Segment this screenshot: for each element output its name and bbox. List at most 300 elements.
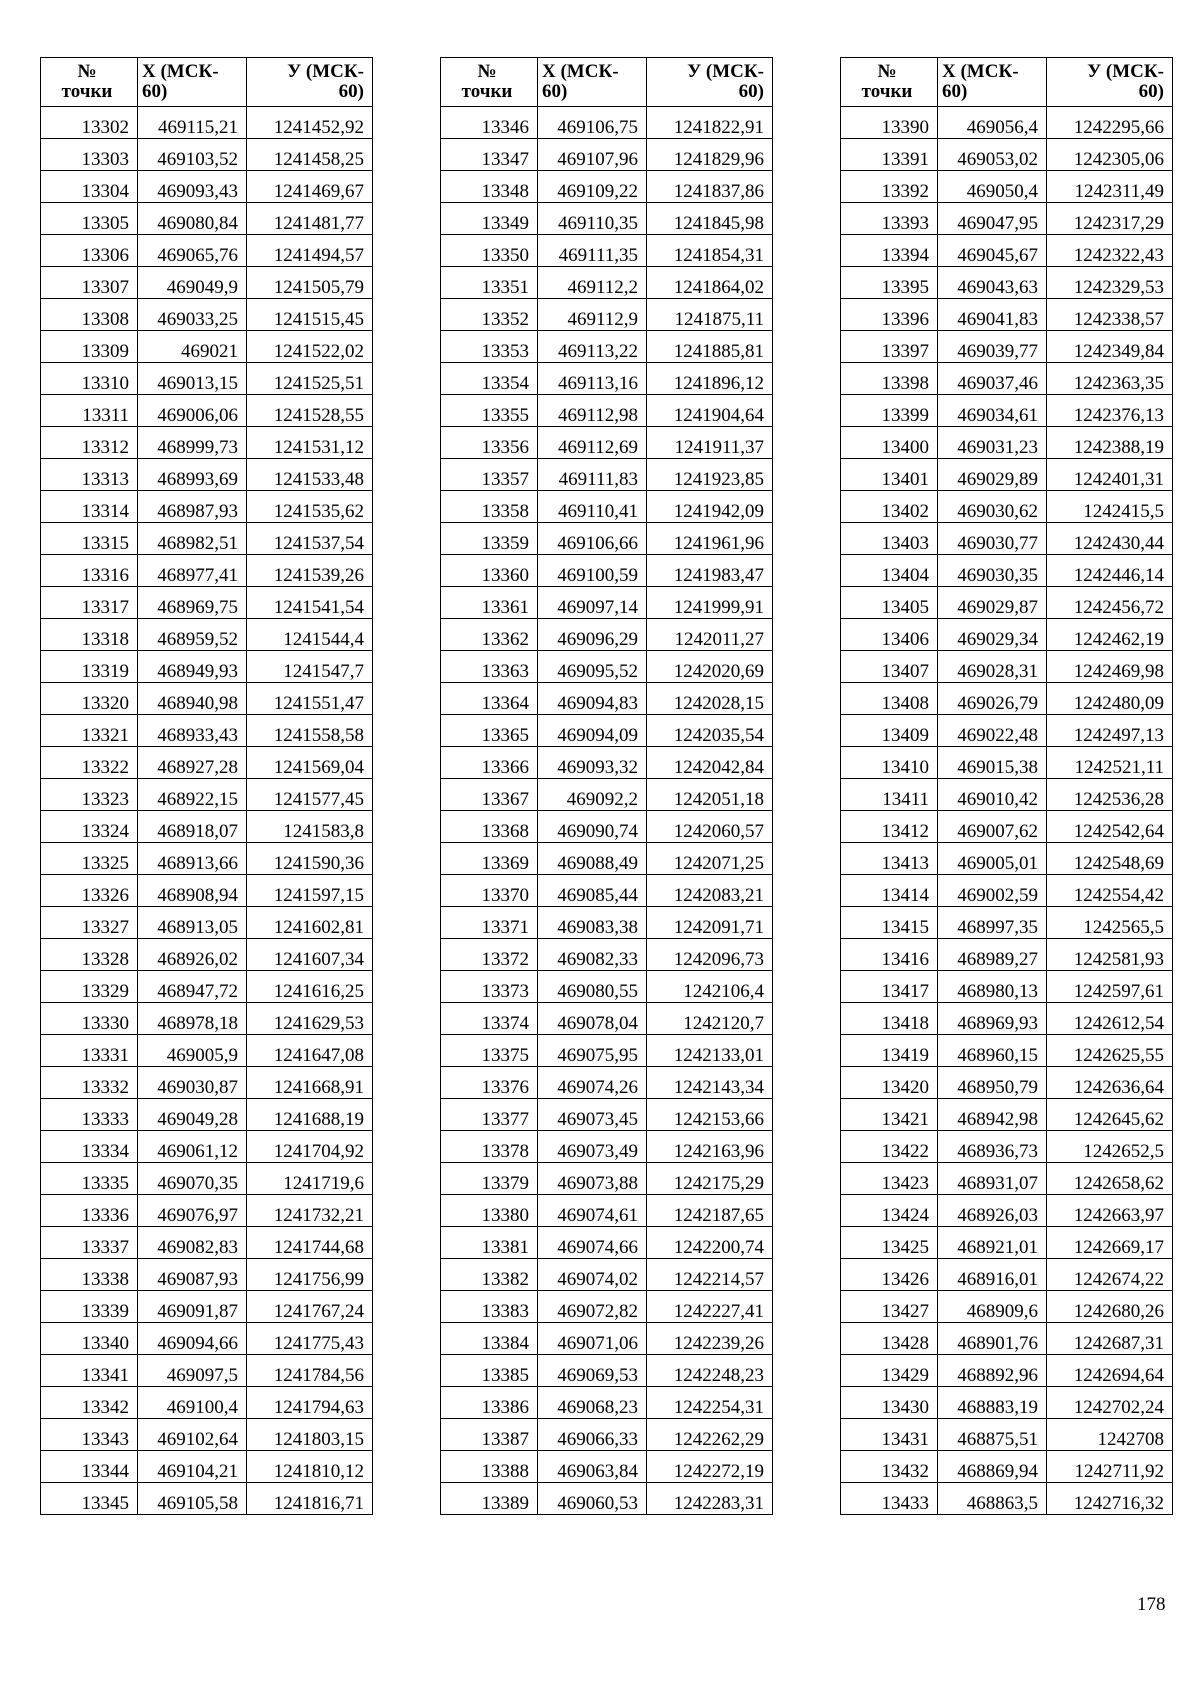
y-coordinate-cell: 1242187,65 — [647, 1195, 773, 1227]
y-coordinate-cell: 1242542,64 — [1047, 811, 1173, 843]
table-row — [441, 395, 773, 427]
x-coordinate-cell: 468947,72 — [138, 971, 247, 1003]
table-row — [441, 1291, 773, 1323]
x-coordinate-cell: 469092,2 — [538, 779, 647, 811]
x-coordinate-cell: 469073,45 — [538, 1099, 647, 1131]
x-coordinate-cell: 469010,42 — [938, 779, 1047, 811]
x-coordinate-cell: 469080,55 — [538, 971, 647, 1003]
y-coordinate-cell: 1242283,31 — [647, 1483, 773, 1515]
x-coordinate-cell: 469041,83 — [938, 299, 1047, 331]
table-row — [441, 1259, 773, 1291]
x-coordinate-cell: 469015,38 — [938, 747, 1047, 779]
y-coordinate-cell: 1242071,25 — [647, 843, 773, 875]
y-coordinate-cell: 1241829,96 — [647, 139, 773, 171]
table-row — [441, 907, 773, 939]
x-coordinate-cell: 469050,4 — [938, 171, 1047, 203]
y-coordinate-cell: 1241558,58 — [247, 715, 373, 747]
x-coordinate-cell: 469113,16 — [538, 363, 647, 395]
point-number-cell: 13395 — [841, 267, 938, 299]
point-number-cell: 13306 — [41, 235, 138, 267]
x-coordinate-cell: 468969,93 — [938, 1003, 1047, 1035]
x-coordinate-cell: 469068,23 — [538, 1387, 647, 1419]
y-coordinate-cell: 1241704,92 — [247, 1131, 373, 1163]
point-number-cell: 13320 — [41, 683, 138, 715]
header-y-text: У (МСК- 60) — [287, 61, 364, 102]
header-y — [647, 58, 773, 107]
x-coordinate-cell: 468989,27 — [938, 939, 1047, 971]
table-row — [41, 171, 373, 203]
table-row — [41, 491, 373, 523]
table-row — [841, 1163, 1173, 1195]
y-coordinate-cell: 1241775,43 — [247, 1323, 373, 1355]
point-number-cell: 13317 — [41, 587, 138, 619]
x-coordinate-cell: 469073,88 — [538, 1163, 647, 1195]
table-row — [441, 811, 773, 843]
y-coordinate-cell: 1242214,57 — [647, 1259, 773, 1291]
y-coordinate-cell: 1241732,21 — [247, 1195, 373, 1227]
point-number-cell: 13359 — [441, 523, 538, 555]
x-coordinate-cell: 468982,51 — [138, 523, 247, 555]
table-row — [41, 267, 373, 299]
x-coordinate-cell: 468927,28 — [138, 747, 247, 779]
table-row — [41, 1291, 373, 1323]
table-row — [841, 1291, 1173, 1323]
x-coordinate-cell: 469076,97 — [138, 1195, 247, 1227]
x-coordinate-cell: 469013,15 — [138, 363, 247, 395]
y-coordinate-cell: 1241577,45 — [247, 779, 373, 811]
table-row — [841, 715, 1173, 747]
table-row — [41, 395, 373, 427]
table-row — [841, 971, 1173, 1003]
table-row — [441, 1099, 773, 1131]
x-coordinate-cell: 468969,75 — [138, 587, 247, 619]
y-coordinate-cell: 1241597,15 — [247, 875, 373, 907]
y-coordinate-cell: 1241647,08 — [247, 1035, 373, 1067]
y-coordinate-cell: 1241544,4 — [247, 619, 373, 651]
point-number-cell: 13428 — [841, 1323, 938, 1355]
x-coordinate-cell: 469103,52 — [138, 139, 247, 171]
x-coordinate-cell: 468909,6 — [938, 1291, 1047, 1323]
x-coordinate-cell: 469083,38 — [538, 907, 647, 939]
point-number-cell: 13332 — [41, 1067, 138, 1099]
point-number-cell: 13381 — [441, 1227, 538, 1259]
x-coordinate-cell: 469043,63 — [938, 267, 1047, 299]
y-coordinate-cell: 1241688,19 — [247, 1099, 373, 1131]
point-number-cell: 13393 — [841, 203, 938, 235]
table-row — [41, 1163, 373, 1195]
y-coordinate-cell: 1242680,26 — [1047, 1291, 1173, 1323]
y-coordinate-cell: 1242305,06 — [1047, 139, 1173, 171]
point-number-cell: 13323 — [41, 779, 138, 811]
point-number-cell: 13425 — [841, 1227, 938, 1259]
y-coordinate-cell: 1241983,47 — [647, 555, 773, 587]
x-coordinate-cell: 469093,43 — [138, 171, 247, 203]
header-x-text: X (МСК- 60) — [142, 61, 219, 102]
table-row — [441, 331, 773, 363]
point-number-cell: 13308 — [41, 299, 138, 331]
y-coordinate-cell: 1242565,5 — [1047, 907, 1173, 939]
table-row — [441, 139, 773, 171]
table-row — [841, 107, 1173, 139]
point-number-cell: 13417 — [841, 971, 938, 1003]
point-number-cell: 13377 — [441, 1099, 538, 1131]
y-coordinate-cell: 1242658,62 — [1047, 1163, 1173, 1195]
point-number-cell: 13379 — [441, 1163, 538, 1195]
y-coordinate-cell: 1241923,85 — [647, 459, 773, 491]
point-number-cell: 13370 — [441, 875, 538, 907]
page-number: 178 — [1137, 1594, 1166, 1615]
x-coordinate-cell: 469066,33 — [538, 1419, 647, 1451]
point-number-cell: 13314 — [41, 491, 138, 523]
point-number-cell: 13328 — [41, 939, 138, 971]
point-number-cell: 13343 — [41, 1419, 138, 1451]
y-coordinate-cell: 1242262,29 — [647, 1419, 773, 1451]
x-coordinate-cell: 469096,29 — [538, 619, 647, 651]
x-coordinate-cell: 468997,35 — [938, 907, 1047, 939]
x-coordinate-cell: 469097,14 — [538, 587, 647, 619]
point-number-cell: 13399 — [841, 395, 938, 427]
table-row — [841, 1035, 1173, 1067]
x-coordinate-cell: 469034,61 — [938, 395, 1047, 427]
x-coordinate-cell: 468949,93 — [138, 651, 247, 683]
table-row — [41, 1483, 373, 1515]
y-coordinate-cell: 1242612,54 — [1047, 1003, 1173, 1035]
table-row — [841, 1099, 1173, 1131]
x-coordinate-cell: 469111,83 — [538, 459, 647, 491]
point-number-cell: 13364 — [441, 683, 538, 715]
table-row — [441, 107, 773, 139]
x-coordinate-cell: 469049,9 — [138, 267, 247, 299]
point-number-cell: 13335 — [41, 1163, 138, 1195]
table-row — [41, 1451, 373, 1483]
y-coordinate-cell: 1241458,25 — [247, 139, 373, 171]
table-row — [841, 1387, 1173, 1419]
table-row — [841, 139, 1173, 171]
table-row — [41, 587, 373, 619]
x-coordinate-cell: 469109,22 — [538, 171, 647, 203]
table-row — [841, 523, 1173, 555]
table-row — [841, 1451, 1173, 1483]
y-coordinate-cell: 1241756,99 — [247, 1259, 373, 1291]
x-coordinate-cell: 469030,77 — [938, 523, 1047, 555]
y-coordinate-cell: 1241810,12 — [247, 1451, 373, 1483]
point-number-cell: 13342 — [41, 1387, 138, 1419]
table-row — [41, 1131, 373, 1163]
point-number-cell: 13392 — [841, 171, 938, 203]
point-number-cell: 13408 — [841, 683, 938, 715]
point-number-cell: 13367 — [441, 779, 538, 811]
y-coordinate-cell: 1241505,79 — [247, 267, 373, 299]
point-number-cell: 13316 — [41, 555, 138, 587]
table-row — [41, 1419, 373, 1451]
point-number-cell: 13353 — [441, 331, 538, 363]
x-coordinate-cell: 469030,62 — [938, 491, 1047, 523]
point-number-cell: 13355 — [441, 395, 538, 427]
y-coordinate-cell: 1241744,68 — [247, 1227, 373, 1259]
table-row — [41, 619, 373, 651]
header-y — [1047, 58, 1173, 107]
table-row — [41, 1227, 373, 1259]
table-row — [841, 779, 1173, 811]
table-row — [41, 779, 373, 811]
y-coordinate-cell: 1241864,02 — [647, 267, 773, 299]
point-number-cell: 13382 — [441, 1259, 538, 1291]
point-number-cell: 13334 — [41, 1131, 138, 1163]
y-coordinate-cell: 1242462,19 — [1047, 619, 1173, 651]
point-number-cell: 13398 — [841, 363, 938, 395]
y-coordinate-cell: 1242317,29 — [1047, 203, 1173, 235]
x-coordinate-cell: 469105,58 — [138, 1483, 247, 1515]
table-row — [41, 235, 373, 267]
header-x-text: X (МСК- 60) — [542, 61, 619, 102]
point-number-cell: 13396 — [841, 299, 938, 331]
header-point-number-text: № точки — [461, 61, 513, 102]
table-row — [441, 203, 773, 235]
header-x — [138, 58, 247, 107]
header-x — [938, 58, 1047, 107]
point-number-cell: 13383 — [441, 1291, 538, 1323]
x-coordinate-cell: 469047,95 — [938, 203, 1047, 235]
table-row — [841, 491, 1173, 523]
x-coordinate-cell: 468960,15 — [938, 1035, 1047, 1067]
point-number-cell: 13406 — [841, 619, 938, 651]
x-coordinate-cell: 469007,62 — [938, 811, 1047, 843]
table-row — [841, 1355, 1173, 1387]
table-row — [841, 683, 1173, 715]
table-row — [441, 587, 773, 619]
point-number-cell: 13350 — [441, 235, 538, 267]
point-number-cell: 13372 — [441, 939, 538, 971]
x-coordinate-cell: 469104,21 — [138, 1451, 247, 1483]
y-coordinate-cell: 1241515,45 — [247, 299, 373, 331]
table-row — [441, 1483, 773, 1515]
table-row — [441, 459, 773, 491]
point-number-cell: 13431 — [841, 1419, 938, 1451]
table-row — [441, 235, 773, 267]
table-row — [441, 267, 773, 299]
y-coordinate-cell: 1242401,31 — [1047, 459, 1173, 491]
point-number-cell: 13330 — [41, 1003, 138, 1035]
y-coordinate-cell: 1242239,26 — [647, 1323, 773, 1355]
point-number-cell: 13402 — [841, 491, 938, 523]
x-coordinate-cell: 469094,09 — [538, 715, 647, 747]
point-number-cell: 13374 — [441, 1003, 538, 1035]
point-number-cell: 13407 — [841, 651, 938, 683]
y-coordinate-cell: 1241481,77 — [247, 203, 373, 235]
table-row — [441, 1035, 773, 1067]
point-number-cell: 13429 — [841, 1355, 938, 1387]
y-coordinate-cell: 1242349,84 — [1047, 331, 1173, 363]
table-row — [441, 747, 773, 779]
y-coordinate-cell: 1242376,13 — [1047, 395, 1173, 427]
table-row — [441, 1387, 773, 1419]
x-coordinate-cell: 469082,33 — [538, 939, 647, 971]
table-row — [41, 683, 373, 715]
table-row — [41, 1323, 373, 1355]
table-row — [441, 1003, 773, 1035]
table-row — [841, 651, 1173, 683]
y-coordinate-cell: 1241837,86 — [647, 171, 773, 203]
table-row — [441, 1355, 773, 1387]
table-row — [41, 459, 373, 491]
table-row — [841, 203, 1173, 235]
y-coordinate-cell: 1242227,41 — [647, 1291, 773, 1323]
x-coordinate-cell: 469085,44 — [538, 875, 647, 907]
point-number-cell: 13424 — [841, 1195, 938, 1227]
x-coordinate-cell: 469115,21 — [138, 107, 247, 139]
x-coordinate-cell: 468926,03 — [938, 1195, 1047, 1227]
y-coordinate-cell: 1241551,47 — [247, 683, 373, 715]
y-coordinate-cell: 1241719,6 — [247, 1163, 373, 1195]
point-number-cell: 13394 — [841, 235, 938, 267]
table-row — [41, 107, 373, 139]
x-coordinate-cell: 469112,98 — [538, 395, 647, 427]
y-coordinate-cell: 1242083,21 — [647, 875, 773, 907]
point-number-cell: 13325 — [41, 843, 138, 875]
y-coordinate-cell: 1242674,22 — [1047, 1259, 1173, 1291]
table-row — [441, 1067, 773, 1099]
x-coordinate-cell: 469074,66 — [538, 1227, 647, 1259]
x-coordinate-cell: 469107,96 — [538, 139, 647, 171]
point-number-cell: 13404 — [841, 555, 938, 587]
x-coordinate-cell: 469005,01 — [938, 843, 1047, 875]
x-coordinate-cell: 469021 — [138, 331, 247, 363]
point-number-cell: 13356 — [441, 427, 538, 459]
table-row — [41, 203, 373, 235]
x-coordinate-cell: 469045,67 — [938, 235, 1047, 267]
table-row — [441, 1195, 773, 1227]
y-coordinate-cell: 1241541,54 — [247, 587, 373, 619]
y-coordinate-cell: 1241525,51 — [247, 363, 373, 395]
x-coordinate-cell: 469049,28 — [138, 1099, 247, 1131]
x-coordinate-cell: 469091,87 — [138, 1291, 247, 1323]
x-coordinate-cell: 469082,83 — [138, 1227, 247, 1259]
table-row — [41, 907, 373, 939]
point-number-cell: 13387 — [441, 1419, 538, 1451]
point-number-cell: 13336 — [41, 1195, 138, 1227]
point-number-cell: 13419 — [841, 1035, 938, 1067]
point-number-cell: 13341 — [41, 1355, 138, 1387]
y-coordinate-cell: 1241602,81 — [247, 907, 373, 939]
point-number-cell: 13369 — [441, 843, 538, 875]
y-coordinate-cell: 1242254,31 — [647, 1387, 773, 1419]
y-coordinate-cell: 1242011,27 — [647, 619, 773, 651]
y-coordinate-cell: 1241522,02 — [247, 331, 373, 363]
x-coordinate-cell: 468883,19 — [938, 1387, 1047, 1419]
y-coordinate-cell: 1241469,67 — [247, 171, 373, 203]
table-row — [41, 715, 373, 747]
table-row — [841, 1003, 1173, 1035]
x-coordinate-cell: 469110,41 — [538, 491, 647, 523]
x-coordinate-cell: 469090,74 — [538, 811, 647, 843]
y-coordinate-cell: 1241803,15 — [247, 1419, 373, 1451]
y-coordinate-cell: 1242028,15 — [647, 683, 773, 715]
x-coordinate-cell: 468931,07 — [938, 1163, 1047, 1195]
x-coordinate-cell: 469030,35 — [938, 555, 1047, 587]
x-coordinate-cell: 469029,34 — [938, 619, 1047, 651]
table-row — [41, 555, 373, 587]
x-coordinate-cell: 469112,69 — [538, 427, 647, 459]
table-row — [841, 235, 1173, 267]
table-row — [41, 331, 373, 363]
x-coordinate-cell: 468901,76 — [938, 1323, 1047, 1355]
x-coordinate-cell: 468875,51 — [938, 1419, 1047, 1451]
table-row — [841, 843, 1173, 875]
x-coordinate-cell: 469100,4 — [138, 1387, 247, 1419]
y-coordinate-cell: 1242096,73 — [647, 939, 773, 971]
table-row — [441, 715, 773, 747]
table-row — [441, 651, 773, 683]
table-row — [441, 779, 773, 811]
table-row — [841, 555, 1173, 587]
x-coordinate-cell: 469002,59 — [938, 875, 1047, 907]
table-row — [841, 907, 1173, 939]
y-coordinate-cell: 1242200,74 — [647, 1227, 773, 1259]
point-number-cell: 13315 — [41, 523, 138, 555]
y-coordinate-cell: 1242456,72 — [1047, 587, 1173, 619]
y-coordinate-cell: 1242035,54 — [647, 715, 773, 747]
point-number-cell: 13400 — [841, 427, 938, 459]
table-row — [841, 587, 1173, 619]
coordinates-table-1 — [40, 57, 373, 1515]
x-coordinate-cell: 469097,5 — [138, 1355, 247, 1387]
point-number-cell: 13333 — [41, 1099, 138, 1131]
y-coordinate-cell: 1241816,71 — [247, 1483, 373, 1515]
x-coordinate-cell: 469088,49 — [538, 843, 647, 875]
x-coordinate-cell: 469113,22 — [538, 331, 647, 363]
point-number-cell: 13338 — [41, 1259, 138, 1291]
point-number-cell: 13430 — [841, 1387, 938, 1419]
point-number-cell: 13410 — [841, 747, 938, 779]
header-y-text: У (МСК- 60) — [687, 61, 764, 102]
point-number-cell: 13324 — [41, 811, 138, 843]
header-point-number-text: № точки — [861, 61, 913, 102]
table-row — [41, 939, 373, 971]
x-coordinate-cell: 469100,59 — [538, 555, 647, 587]
table-row — [841, 939, 1173, 971]
point-number-cell: 13418 — [841, 1003, 938, 1035]
table-row — [41, 1035, 373, 1067]
point-number-cell: 13348 — [441, 171, 538, 203]
table-row — [41, 1259, 373, 1291]
header-point-number-text: № точки — [61, 61, 113, 102]
point-number-cell: 13426 — [841, 1259, 938, 1291]
table-row — [41, 363, 373, 395]
point-number-cell: 13339 — [41, 1291, 138, 1323]
table-row — [841, 427, 1173, 459]
y-coordinate-cell: 1242020,69 — [647, 651, 773, 683]
point-number-cell: 13365 — [441, 715, 538, 747]
y-coordinate-cell: 1242248,23 — [647, 1355, 773, 1387]
table-row — [441, 843, 773, 875]
point-number-cell: 13357 — [441, 459, 538, 491]
y-coordinate-cell: 1241569,04 — [247, 747, 373, 779]
point-number-cell: 13414 — [841, 875, 938, 907]
point-number-cell: 13311 — [41, 395, 138, 427]
table-row — [841, 459, 1173, 491]
point-number-cell: 13371 — [441, 907, 538, 939]
point-number-cell: 13304 — [41, 171, 138, 203]
point-number-cell: 13405 — [841, 587, 938, 619]
table-row — [41, 1067, 373, 1099]
y-coordinate-cell: 1241531,12 — [247, 427, 373, 459]
x-coordinate-cell: 468918,07 — [138, 811, 247, 843]
table-row — [841, 1131, 1173, 1163]
y-coordinate-cell: 1242636,64 — [1047, 1067, 1173, 1099]
point-number-cell: 13310 — [41, 363, 138, 395]
y-coordinate-cell: 1242548,69 — [1047, 843, 1173, 875]
y-coordinate-cell: 1242133,01 — [647, 1035, 773, 1067]
